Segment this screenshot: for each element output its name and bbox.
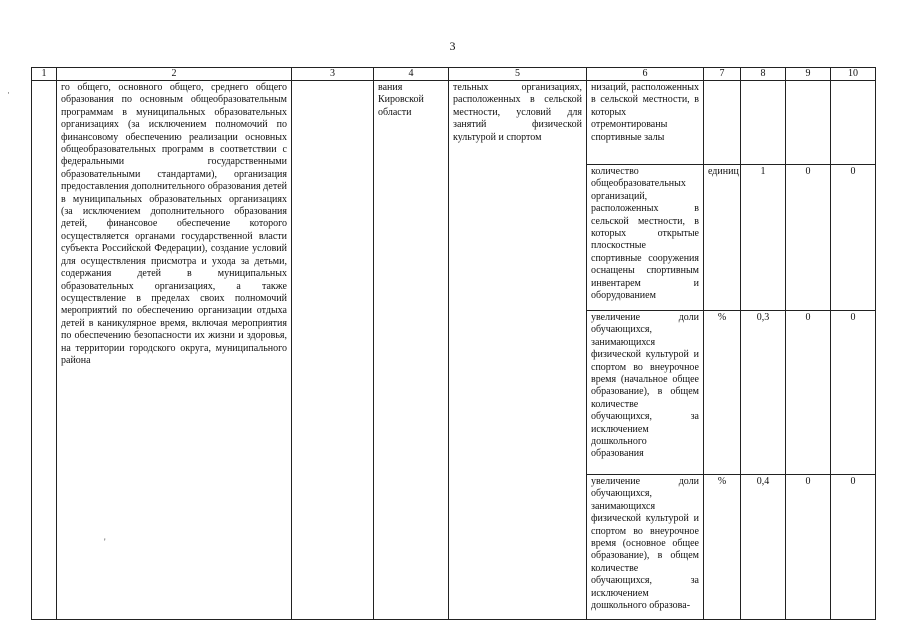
indicator-name: увеличение доли обучающихся, занимающихся физической культурой и спортом во внеурочное время (основное общее образование), в общем количестве обучающихся, за исключением дошкольного образова- (587, 475, 704, 620)
value-col8: 1 (741, 165, 786, 311)
page-number: 3 (449, 39, 456, 53)
indicator-row (32, 81, 876, 165)
value-col10: 0 (831, 311, 876, 475)
column-header: 10 (831, 68, 876, 81)
value-col9: 0 (786, 165, 831, 311)
value-col10 (831, 81, 876, 165)
indicator-unit (704, 81, 741, 165)
col3-cell (292, 81, 374, 620)
column-header: 1 (32, 68, 57, 81)
scan-speck: · (7, 88, 10, 98)
powers-description: го общего, основного общего, среднего общего образования по основным общеобразовательным программам в муниципальных образовательных организациях (за исключением полномочий по финансовому обеспечению реализации основных общеобразовательных программ в соответствии с федеральными государственными образовательными стандартами), организация предоставления дополнительного образования детей в муниципальных образовательных организациях (за исключением дополнительного образования детей, финансовое обеспечение которого осуществляется органами государственной власти субъекта Российской Федерации), создание условий для осуществления присмотра и ухода за детьми, содержания детей в муниципальных образовательных организациях, а также осуществление в пределах своих полномочий мероприятий по обеспечению организации отдыха детей в каникулярное время, включая мероприятия по обеспечению безопасности их жизни и здоровья, на территории городского округа, муниципального района (57, 81, 292, 620)
value-col8: 0,4 (741, 475, 786, 620)
indicator-unit: % (704, 475, 741, 620)
value-col10: 0 (831, 165, 876, 311)
indicator-name: низаций, расположенных в сельской местности, в которых отремонтированы спортивные залы (587, 81, 704, 165)
column-header: 9 (786, 68, 831, 81)
column-header: 3 (292, 68, 374, 81)
indicator-unit: единиц (704, 165, 741, 311)
column-number-row (32, 68, 876, 81)
scan-speck: ' (104, 537, 106, 547)
column-header: 4 (374, 68, 449, 81)
value-col10: 0 (831, 475, 876, 620)
program-table (31, 67, 876, 620)
indicator-name: количество общеобразовательных организаций, расположенных в сельской местности, в которых открытые плоскостные спортивные сооружения оснащены спортивным инвентарем и оборудованием (587, 165, 704, 311)
task-description: тельных организациях, расположенных в сельской местности, условий для занятий физической культурой и спортом (449, 81, 587, 620)
indicator-unit: % (704, 311, 741, 475)
column-header: 5 (449, 68, 587, 81)
value-col9 (786, 81, 831, 165)
column-header: 8 (741, 68, 786, 81)
value-col8: 0,3 (741, 311, 786, 475)
responsible-body: вания Кировской области (374, 81, 449, 620)
indicator-name: увеличение доли обучающихся, занимающихся физической культурой и спортом во внеурочное время (начальное общее образование), в общем количестве обучающихся, за исключением дошкольного образования (587, 311, 704, 475)
value-col9: 0 (786, 475, 831, 620)
column-header: 2 (57, 68, 292, 81)
col1-cell (32, 81, 57, 620)
value-col8 (741, 81, 786, 165)
column-header: 6 (587, 68, 704, 81)
column-header: 7 (704, 68, 741, 81)
value-col9: 0 (786, 311, 831, 475)
